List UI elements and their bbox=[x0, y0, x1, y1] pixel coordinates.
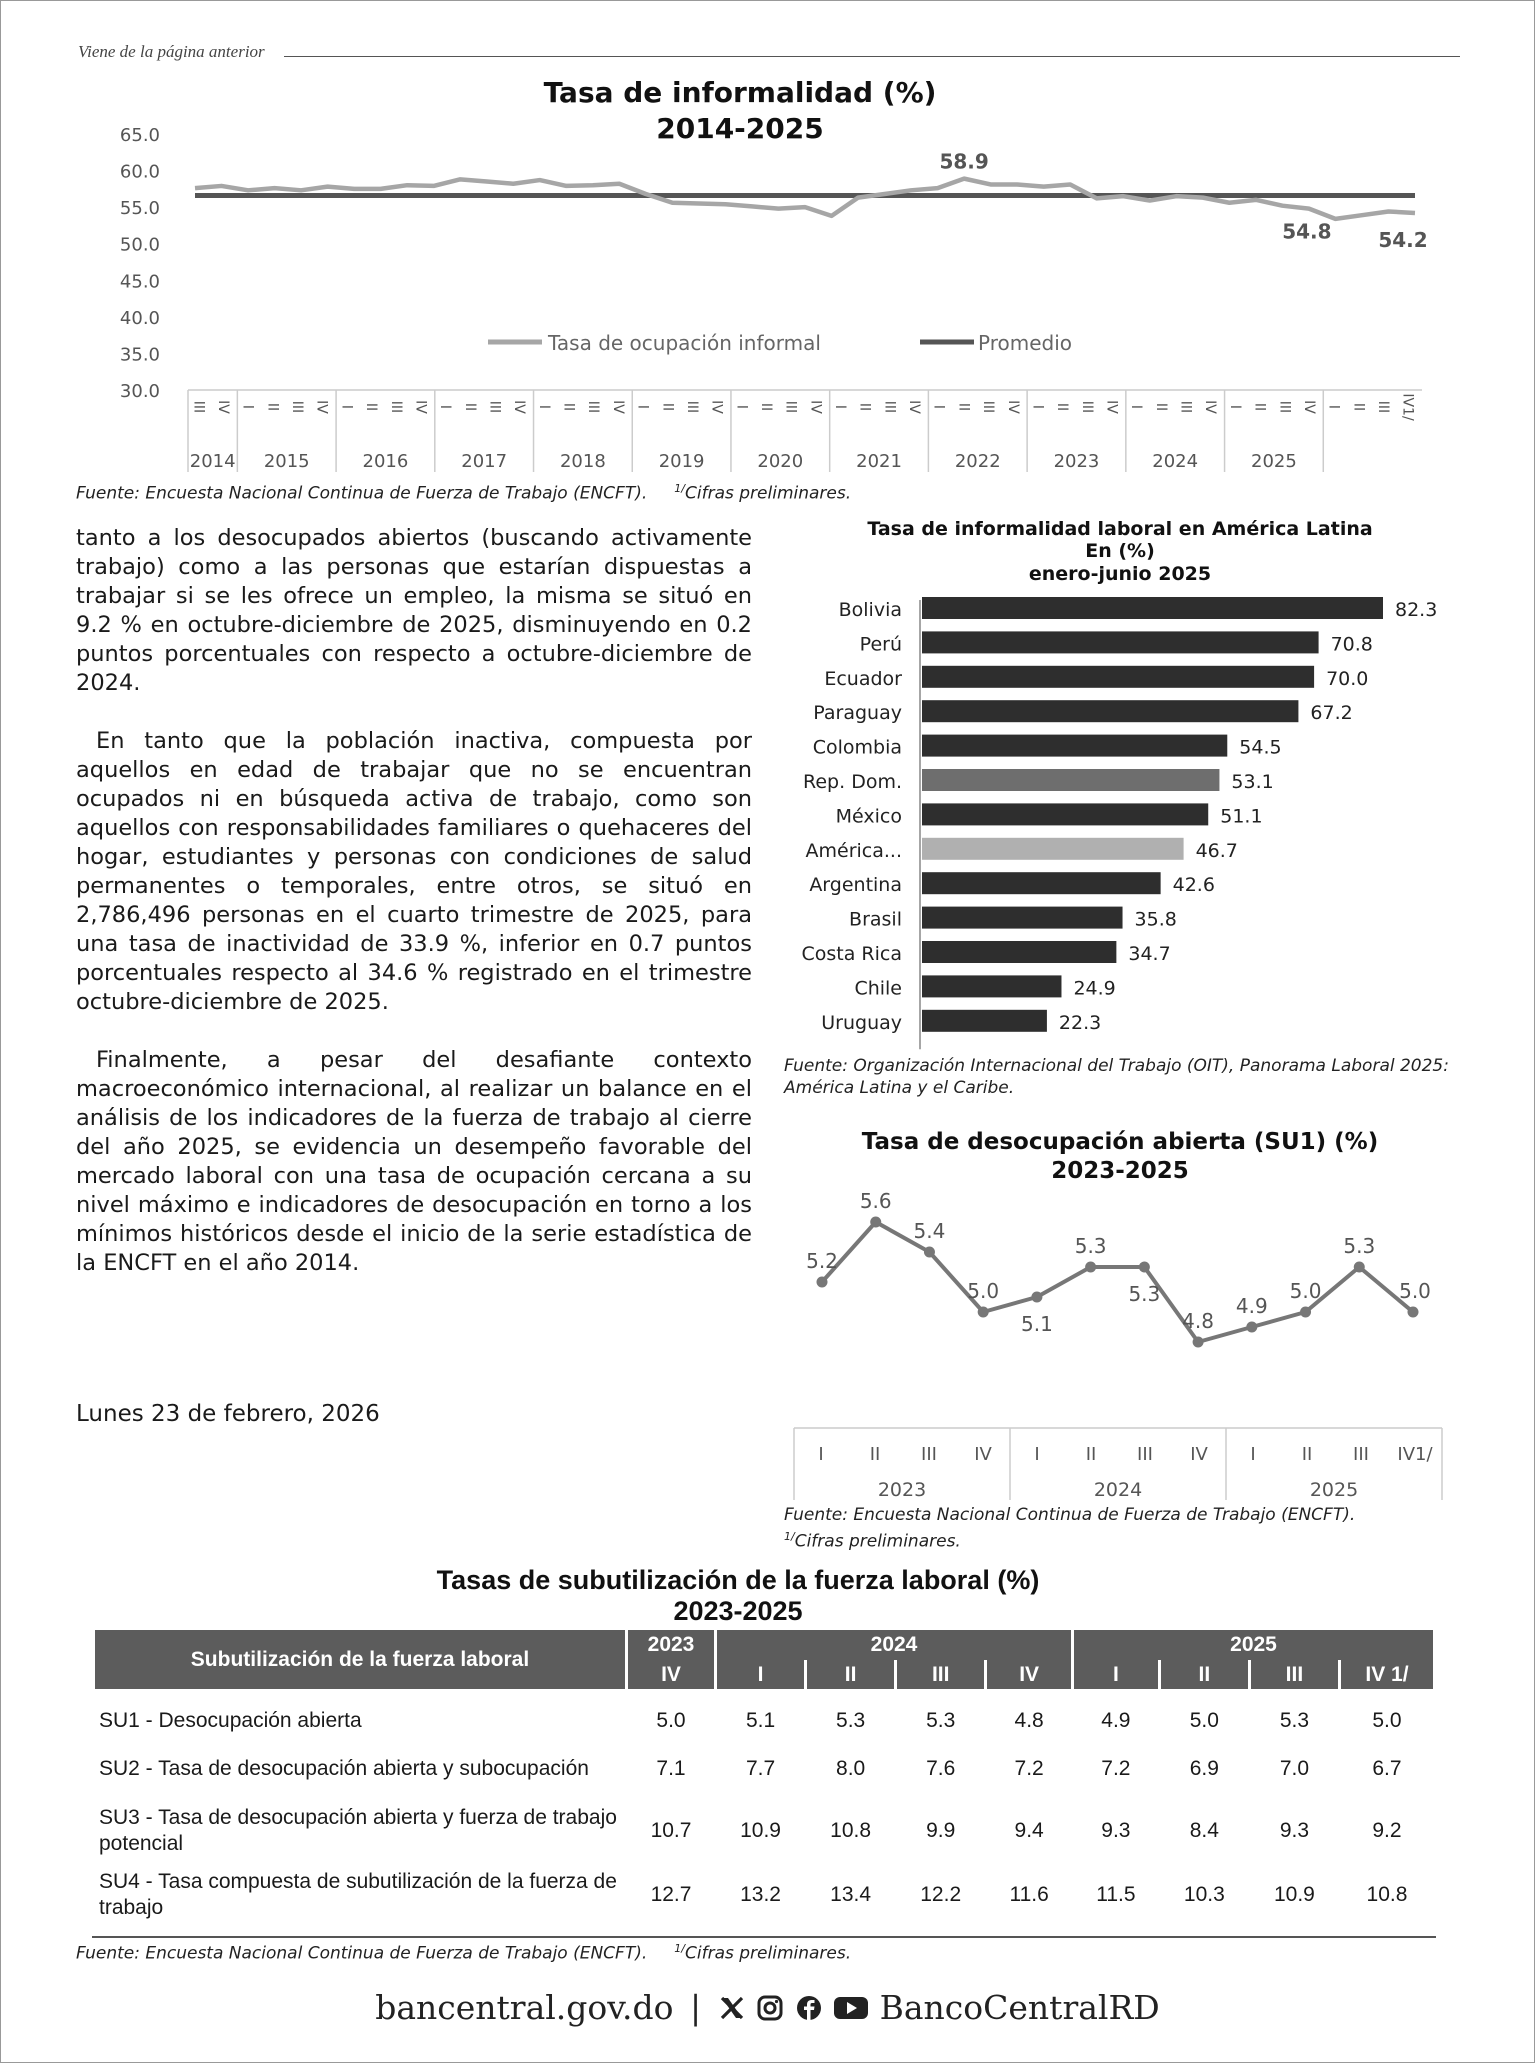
table-cell: 10.9 bbox=[1273, 1883, 1315, 1906]
latam-value-label: 67.2 bbox=[1310, 702, 1353, 725]
su1-year-label: 2023 bbox=[877, 1479, 927, 1501]
youtube-icon[interactable] bbox=[833, 1991, 869, 2030]
table-row bbox=[95, 1799, 1433, 1863]
latam-category-label: Rep. Dom. bbox=[803, 771, 902, 793]
continued-note: Viene de la página anterior bbox=[78, 42, 265, 61]
y-tick-label: 45.0 bbox=[119, 271, 160, 293]
table-cell: 9.4 bbox=[1014, 1819, 1044, 1842]
x-quarter-label: IV bbox=[1202, 400, 1219, 414]
su1-value-label: 5.3 bbox=[1074, 1234, 1107, 1258]
x-quarter-label: III bbox=[289, 400, 306, 414]
table-cell: 7.7 bbox=[745, 1757, 776, 1780]
latam-value-label: 24.9 bbox=[1073, 977, 1116, 1000]
table-cell: 9.3 bbox=[1279, 1819, 1310, 1842]
header-rule bbox=[284, 56, 1460, 57]
table-cell: 12.2 bbox=[920, 1883, 962, 1906]
latam-category-label: Uruguay bbox=[821, 1011, 902, 1034]
paragraph-3: Finalmente, a pesar del desafiante contexto macroeconómico internacional, al realizar un balance en el análisis de los indicadores de la fuerza de trabajo al cierre del año 2025, se evidencia un desempeño favorable del mercado laboral con una tasa de ocupación cercana a su nivel máximo e indicadores de desocupación en torno a los mínimos históricos desde el inicio de la serie estadística de la ENCFT en el año 2014. bbox=[76, 1047, 752, 1276]
x-quarter-label: II bbox=[264, 402, 281, 412]
latam-bar bbox=[922, 700, 1298, 722]
table-prelim-text: Cifras preliminares. bbox=[685, 1943, 852, 1964]
table-row bbox=[95, 1863, 1433, 1927]
table-source-text: Fuente: Encuesta Nacional Continua de Fuerza de Trabajo (ENCFT). bbox=[76, 1943, 648, 1964]
x-quarter-label: IV bbox=[807, 400, 824, 414]
x-year-label: 2023 bbox=[1053, 451, 1100, 472]
su1-point bbox=[1300, 1307, 1311, 1318]
latam-bar bbox=[922, 1010, 1047, 1032]
table-cell: 8.4 bbox=[1189, 1819, 1219, 1842]
latam-value-label: 54.5 bbox=[1239, 736, 1282, 759]
latam-bar bbox=[922, 631, 1319, 653]
quarter-header: II bbox=[807, 1660, 894, 1689]
year-header-2024: 2024 bbox=[717, 1630, 1071, 1660]
su1-chart-title: Tasa de desocupación abierta (SU1) (%) bbox=[861, 1129, 1379, 1155]
table-prelim-mark: 1/ bbox=[674, 1942, 686, 1955]
x-quarter-label: II bbox=[955, 402, 972, 412]
body-text bbox=[76, 524, 752, 1307]
x-quarter-label: I bbox=[437, 404, 454, 410]
latam-category-label: Costa Rica bbox=[801, 943, 902, 965]
row-label: SU4 - Tasa compuesta de subutilización de la fuerza de trabajo bbox=[99, 1870, 617, 1919]
table-cell: 9.2 bbox=[1372, 1819, 1402, 1842]
x-quarter-label: IV bbox=[1300, 400, 1317, 414]
table-cell: 10.8 bbox=[1366, 1883, 1408, 1906]
series-line-informal bbox=[195, 179, 1415, 219]
quarter-header: IV bbox=[628, 1660, 714, 1689]
x-year-label: 2025 bbox=[1251, 451, 1297, 472]
su1-quarter-label: III bbox=[1137, 1444, 1153, 1465]
latam-value-label: 22.3 bbox=[1058, 1011, 1102, 1034]
table-cell: 5.0 bbox=[1372, 1709, 1402, 1732]
quarter-header: IV bbox=[987, 1660, 1071, 1689]
x-quarter-label: I bbox=[1128, 404, 1145, 410]
paragraph-2: En tanto que la población inactiva, compuesta por aquellos en edad de trabajar que no se encuentran ocupados ni en búsqueda activa de trabajo, como son aquellos con responsabilidades familiares o quehaceres del hogar, estudiantes y personas con condiciones de salud permanentes o temporales, entre otros, se situó en 2,786,496 personas en el cuarto trimestre de 2025, para una tasa de inactividad de 33.9 %, inferior en 0.7 puntos porcentuales respecto al 34.6 % registrado en el trimestre octubre-diciembre de 2025. bbox=[76, 728, 752, 1015]
footer bbox=[0, 1988, 1535, 2030]
table-cell: 5.3 bbox=[1279, 1709, 1310, 1732]
x-year-label: 2022 bbox=[954, 451, 1001, 472]
informality-source bbox=[76, 482, 851, 504]
su-table-title-text: Tasas de subutilización de la fuerza laboral (%) bbox=[436, 1565, 1040, 1595]
x-quarter-label: I bbox=[1029, 404, 1046, 410]
su1-quarter-label: III bbox=[921, 1444, 937, 1465]
latam-category-label: Argentina bbox=[809, 874, 902, 897]
latam-value-label: 53.1 bbox=[1231, 771, 1274, 793]
su1-point bbox=[978, 1307, 989, 1318]
latam-category-label: Bolivia bbox=[838, 599, 902, 621]
x-quarter-label: III bbox=[881, 400, 898, 414]
x-year-label: 2016 bbox=[362, 451, 409, 472]
table-cell: 5.1 bbox=[745, 1709, 776, 1732]
table-row bbox=[95, 1703, 1433, 1739]
latam-bar bbox=[922, 597, 1383, 619]
x-quarter-label: II bbox=[1251, 402, 1268, 412]
y-tick-label: 30.0 bbox=[119, 381, 160, 402]
y-tick-label: 60.0 bbox=[119, 161, 160, 183]
latam-chart-title: Tasa de informalidad laboral en América Latina bbox=[867, 518, 1373, 540]
x-quarter-label: I bbox=[1325, 404, 1342, 410]
x-quarter-label: III bbox=[683, 400, 700, 414]
x-quarter-label: I bbox=[1226, 404, 1243, 410]
x-quarter-label: I bbox=[733, 404, 750, 410]
x-year-label: 2014 bbox=[189, 451, 236, 472]
su1-quarter-label: I bbox=[818, 1444, 824, 1465]
x-quarter-label: IV bbox=[906, 400, 923, 414]
informality-source-text: Fuente: Encuesta Nacional Continua de Fuerza de Trabajo (ENCFT). bbox=[76, 483, 648, 504]
x-quarter-label: III bbox=[1276, 400, 1293, 414]
legend-label-informal: Tasa de ocupación informal bbox=[548, 331, 821, 355]
x-quarter-label: IV1/ bbox=[1399, 393, 1416, 421]
latam-value-label: 82.3 bbox=[1395, 599, 1438, 621]
su1-source-text: Fuente: Encuesta Nacional Continua de Fuerza de Trabajo (ENCFT). bbox=[784, 1505, 1356, 1525]
quarter-header: IV 1/ bbox=[1341, 1660, 1433, 1689]
table-cell: 11.5 bbox=[1096, 1883, 1136, 1906]
x-quarter-label: III bbox=[1078, 400, 1095, 414]
latam-category-label: México bbox=[835, 805, 902, 828]
x-quarter-label: III bbox=[486, 400, 503, 414]
x-quarter-label: III bbox=[782, 400, 799, 414]
latam-value-label: 70.8 bbox=[1330, 633, 1373, 656]
x-quarter-label: I bbox=[930, 404, 947, 410]
table-cell: 12.7 bbox=[650, 1883, 692, 1906]
x-quarter-label: IV bbox=[215, 400, 232, 414]
table-cell: 10.8 bbox=[830, 1819, 872, 1842]
su-table-subtitle: 2023-2025 bbox=[673, 1596, 803, 1626]
su1-point bbox=[924, 1247, 935, 1258]
informality-prelim-text: Cifras preliminares. bbox=[685, 483, 852, 504]
x-quarter-label: IV bbox=[708, 400, 725, 414]
x-quarter-label: I bbox=[535, 404, 552, 410]
su-table-title bbox=[0, 1565, 1476, 1627]
table-spacer-row bbox=[95, 1689, 1433, 1703]
legend-label-promedio: Promedio bbox=[978, 331, 1073, 355]
table-cell: 7.2 bbox=[1014, 1757, 1044, 1780]
su1-value-label: 5.6 bbox=[859, 1189, 892, 1213]
su1-quarter-label: II bbox=[869, 1444, 881, 1465]
x-quarter-label: IV bbox=[313, 400, 330, 414]
informality-prelim-mark: 1/ bbox=[674, 482, 686, 495]
su1-value-label: 5.3 bbox=[1343, 1234, 1376, 1258]
x-icon[interactable] bbox=[718, 1991, 746, 2030]
su1-year-label: 2024 bbox=[1093, 1479, 1143, 1501]
table-bottom-rule bbox=[92, 1936, 1436, 1938]
su-row-header: Subutilización de la fuerza laboral bbox=[95, 1630, 625, 1689]
x-quarter-label: IV bbox=[609, 400, 626, 414]
x-year-label: 2015 bbox=[263, 451, 310, 472]
table-cell: 9.9 bbox=[926, 1819, 956, 1842]
su1-chart-subtitle: 2023-2025 bbox=[1051, 1158, 1189, 1184]
latam-category-label: Chile bbox=[854, 977, 902, 1000]
su1-value-label: 5.0 bbox=[1399, 1279, 1431, 1303]
x-quarter-label: II bbox=[1054, 402, 1071, 412]
table-cell: 10.9 bbox=[740, 1819, 781, 1842]
informality-chart-subtitle: 2014-2025 bbox=[656, 112, 824, 145]
su1-value-label: 5.4 bbox=[913, 1219, 946, 1243]
latam-value-label: 35.8 bbox=[1134, 908, 1177, 931]
table-cell: 11.6 bbox=[1009, 1883, 1049, 1906]
latam-value-label: 46.7 bbox=[1195, 839, 1238, 862]
su1-quarter-label: I bbox=[1250, 1444, 1256, 1465]
su1-quarter-label: IV bbox=[1190, 1444, 1208, 1465]
latam-bar bbox=[922, 838, 1184, 860]
su1-quarter-label: IV bbox=[974, 1444, 992, 1465]
latam-bar bbox=[922, 666, 1314, 688]
su1-quarter-label: I bbox=[1034, 1444, 1040, 1465]
latam-value-label: 70.0 bbox=[1326, 667, 1369, 690]
table-cell: 7.6 bbox=[926, 1757, 956, 1780]
x-quarter-label: III bbox=[980, 400, 997, 414]
su1-prelim-text: Cifras preliminares. bbox=[794, 1531, 961, 1552]
informality-chart bbox=[70, 70, 1470, 480]
x-quarter-label: II bbox=[757, 402, 774, 412]
su1-point bbox=[1085, 1262, 1096, 1273]
x-quarter-label: IV bbox=[1004, 400, 1021, 414]
table-cell: 10.3 bbox=[1183, 1883, 1225, 1906]
table-cell: 8.0 bbox=[836, 1757, 866, 1780]
x-quarter-label: IV bbox=[511, 400, 528, 414]
social-handle[interactable]: BancoCentralRD bbox=[879, 1988, 1160, 2027]
footer-separator: | bbox=[690, 1988, 702, 2027]
latam-chart bbox=[780, 512, 1480, 1052]
su1-quarter-label: II bbox=[1301, 1444, 1313, 1465]
su1-prelim-mark: 1/ bbox=[784, 1530, 795, 1543]
x-quarter-label: I bbox=[832, 404, 849, 410]
x-quarter-label: II bbox=[1152, 402, 1169, 412]
su1-value-label: 5.0 bbox=[1289, 1279, 1322, 1303]
table-cell: 5.3 bbox=[836, 1709, 866, 1732]
x-quarter-label: II bbox=[856, 402, 873, 412]
su1-point bbox=[870, 1217, 881, 1228]
latam-bar bbox=[922, 975, 1061, 997]
su-table bbox=[92, 1630, 1436, 1927]
latam-bar bbox=[922, 941, 1116, 963]
latam-category-label: Paraguay bbox=[813, 702, 902, 725]
latam-category-label: Ecuador bbox=[824, 667, 902, 690]
x-quarter-label: II bbox=[461, 402, 478, 412]
x-quarter-label: III bbox=[1177, 400, 1194, 414]
latam-chart-subtitle1: En (%) bbox=[1085, 540, 1155, 562]
su1-point bbox=[817, 1277, 828, 1288]
table-cell: 9.3 bbox=[1101, 1819, 1131, 1842]
table-cell: 5.0 bbox=[656, 1709, 686, 1732]
quarter-header: II bbox=[1161, 1660, 1248, 1689]
su1-series-line bbox=[822, 1222, 1413, 1342]
x-quarter-label: I bbox=[634, 404, 651, 410]
x-quarter-label: II bbox=[659, 402, 676, 412]
x-quarter-label: I bbox=[239, 404, 256, 410]
latam-category-label: Perú bbox=[859, 633, 902, 656]
su1-source bbox=[784, 1504, 1355, 1553]
row-label: SU3 - Tasa de desocupación abierta y fuerza de trabajo potencial bbox=[99, 1806, 617, 1855]
su1-value-label: 5.0 bbox=[967, 1279, 1000, 1303]
latam-value-label: 42.6 bbox=[1172, 874, 1215, 897]
table-cell: 5.3 bbox=[926, 1709, 956, 1732]
su1-chart bbox=[780, 1122, 1480, 1512]
table-cell: 5.0 bbox=[1189, 1709, 1219, 1732]
table-row bbox=[95, 1739, 1433, 1799]
x-quarter-label: III bbox=[387, 400, 404, 414]
latam-category-label: Colombia bbox=[812, 736, 902, 759]
su1-value-label: 5.2 bbox=[806, 1249, 838, 1273]
x-year-label: 2017 bbox=[461, 451, 508, 472]
x-year-label: 2019 bbox=[658, 451, 705, 472]
table-source bbox=[76, 1942, 851, 1964]
y-tick-label: 40.0 bbox=[119, 307, 160, 329]
x-quarter-label: III bbox=[1374, 400, 1391, 414]
latam-bar bbox=[922, 907, 1123, 929]
su1-quarter-label: IV1/ bbox=[1397, 1444, 1433, 1465]
su1-value-label: 5.3 bbox=[1128, 1282, 1161, 1306]
table-cell: 4.8 bbox=[1014, 1709, 1044, 1732]
su1-value-label: 4.8 bbox=[1182, 1309, 1214, 1333]
year-header-2023: 2023 bbox=[628, 1630, 714, 1660]
x-year-label: 2024 bbox=[1152, 451, 1199, 472]
quarter-header: III bbox=[897, 1660, 984, 1689]
y-tick-label: 35.0 bbox=[119, 344, 160, 366]
quarter-header: III bbox=[1251, 1660, 1338, 1689]
instagram-icon[interactable] bbox=[756, 1991, 784, 2030]
quarter-header: I bbox=[717, 1660, 804, 1689]
annotation-label: 54.8 bbox=[1282, 219, 1332, 244]
latam-bar bbox=[922, 735, 1227, 757]
annotation-label: 54.2 bbox=[1378, 227, 1428, 252]
x-quarter-label: II bbox=[1350, 402, 1367, 412]
x-year-label: 2021 bbox=[856, 451, 902, 472]
su1-value-label: 5.1 bbox=[1021, 1312, 1053, 1336]
su1-point bbox=[1031, 1292, 1042, 1303]
latam-bar bbox=[922, 872, 1161, 894]
x-quarter-label: II bbox=[363, 402, 380, 412]
annotation-label: 58.9 bbox=[939, 149, 989, 174]
y-tick-label: 65.0 bbox=[119, 125, 160, 146]
paragraph-1: tanto a los desocupados abiertos (buscando activamente trabajo) como a las personas que estarían dispuestas a trabajar si se les ofrece un empleo, la misma se situó en 9.2 % en octubre-diciembre de 2025, disminuyendo en 0.2 puntos porcentuales con respecto a octubre-diciembre de 2024. bbox=[76, 525, 752, 696]
x-quarter-label: II bbox=[560, 402, 577, 412]
website-link[interactable]: bancentral.gov.do bbox=[375, 1988, 674, 2027]
row-label: SU2 - Tasa de desocupación abierta y subocupación bbox=[99, 1757, 589, 1780]
su1-point bbox=[1354, 1262, 1365, 1273]
latam-source: Fuente: Organización Internacional del Trabajo (OIT), Panorama Laboral 2025: América Latina y el Caribe. bbox=[784, 1056, 1449, 1098]
x-quarter-label: I bbox=[338, 404, 355, 410]
su1-point bbox=[1193, 1337, 1204, 1348]
informality-chart-title: Tasa de informalidad (%) bbox=[543, 76, 937, 109]
year-header-2025: 2025 bbox=[1074, 1630, 1433, 1660]
table-cell: 6.7 bbox=[1372, 1757, 1402, 1780]
table-cell: 10.7 bbox=[650, 1819, 692, 1842]
su1-quarter-label: III bbox=[1353, 1444, 1369, 1465]
table-cell: 7.0 bbox=[1279, 1757, 1310, 1780]
x-year-label: 2018 bbox=[559, 451, 606, 472]
publication-date: Lunes 23 de febrero, 2026 bbox=[76, 1401, 380, 1427]
su1-point bbox=[1246, 1322, 1257, 1333]
x-quarter-label: IV bbox=[412, 400, 429, 414]
y-tick-label: 50.0 bbox=[119, 234, 160, 256]
su1-point bbox=[1139, 1262, 1150, 1273]
latam-category-label: Brasil bbox=[849, 908, 902, 931]
table-cell: 4.9 bbox=[1101, 1709, 1131, 1732]
table-cell: 7.2 bbox=[1101, 1757, 1131, 1780]
table-cell: 13.4 bbox=[830, 1883, 872, 1906]
latam-chart-subtitle2: enero-junio 2025 bbox=[1028, 563, 1212, 585]
facebook-icon[interactable] bbox=[795, 1991, 823, 2030]
latam-value-label: 51.1 bbox=[1220, 805, 1263, 828]
y-tick-label: 55.0 bbox=[119, 198, 160, 220]
latam-value-label: 34.7 bbox=[1128, 943, 1171, 965]
x-year-label: 2020 bbox=[757, 451, 804, 472]
latam-bar bbox=[922, 803, 1208, 825]
table-cell: 6.9 bbox=[1189, 1757, 1219, 1780]
x-quarter-label: III bbox=[190, 400, 207, 414]
row-label: SU1 - Desocupación abierta bbox=[99, 1709, 362, 1732]
su1-value-label: 4.9 bbox=[1235, 1294, 1268, 1318]
quarter-header: I bbox=[1074, 1660, 1158, 1689]
su1-quarter-label: II bbox=[1085, 1444, 1097, 1465]
su1-year-label: 2025 bbox=[1309, 1479, 1359, 1501]
x-quarter-label: IV bbox=[1103, 400, 1120, 414]
su1-point bbox=[1408, 1307, 1419, 1318]
x-quarter-label: III bbox=[585, 400, 602, 414]
latam-bar bbox=[922, 769, 1219, 791]
table-cell: 7.1 bbox=[656, 1757, 686, 1780]
latam-category-label: América... bbox=[805, 839, 902, 862]
table-cell: 13.2 bbox=[740, 1883, 781, 1906]
